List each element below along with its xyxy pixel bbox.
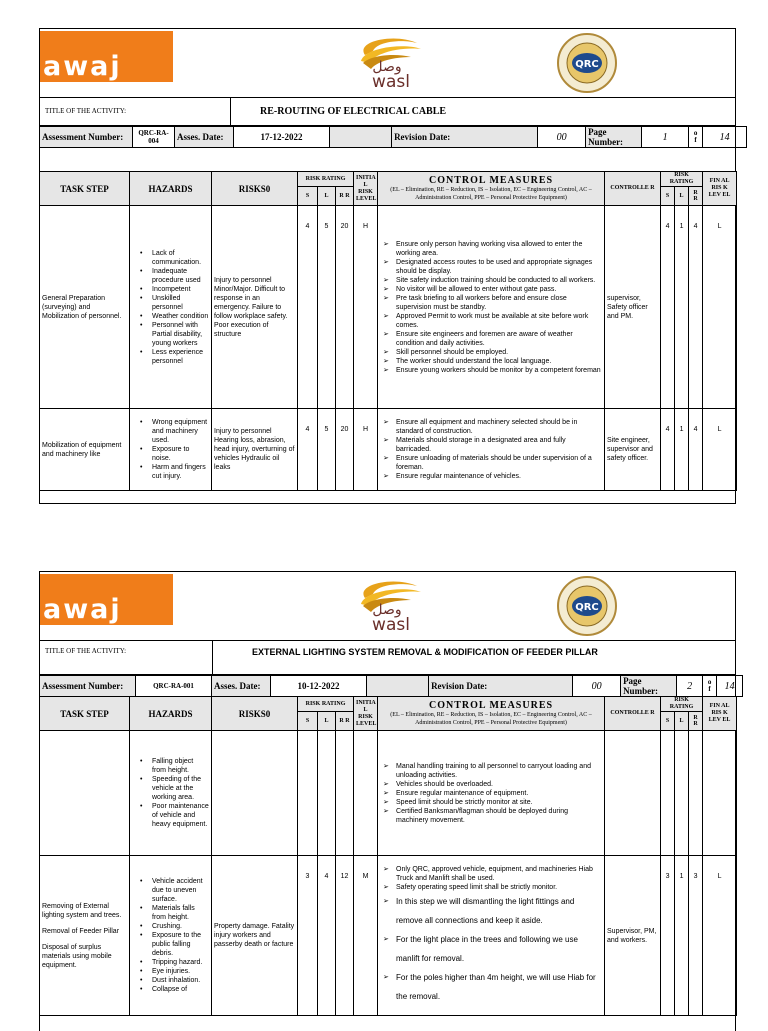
control-measure-item: ➢ For the light place in the trees and following we use manlift for removal. [396, 930, 602, 968]
task-step-header: TASK STEP [40, 172, 130, 206]
hazards-header: HAZARDS [130, 172, 212, 206]
control-measures-header: CONTROL MEASURES (EL – Elimination, RE – Reduction, IS – Isolation, EC – Engineering Control, AC – Administration Control, PPE – Personal Protective Equipment) [378, 697, 605, 731]
hazard-item: • Poor maintenance of vehicle and heavy equipment. [152, 802, 209, 829]
initial-risk-level: M [354, 856, 378, 1016]
control-measure-item: ➢ Ensure unloading of materials should be under supervision of a foreman. [396, 454, 602, 472]
control-measure-item: ➢ No visitor will be allowed to enter without gate pass. [396, 285, 602, 294]
hazard-item: • Incompetent [152, 285, 209, 294]
control-measure-item: ➢ Designated access routes to be used and appropriate signages should be display. [396, 258, 602, 276]
risks-header: RISKS0 [212, 697, 298, 731]
control-measures-cell [378, 856, 605, 1016]
task-step-line: Removing of External lighting system and trees. [42, 902, 122, 919]
controller-header: CONTROLLE R [605, 172, 661, 206]
control-measure-item: ➢ Pre task briefing to all workers before and ensure close supervision must be standby. [396, 294, 602, 312]
control-measure-item: ➢ Safety operating speed limit shall be strictly monitor. [396, 883, 602, 892]
task-step-cell: General Preparation (surveying) and Mobilization of personnel. [40, 206, 130, 409]
control-measure-item: ➢ Speed limit should be strictly monitor at site. [396, 798, 602, 807]
revision-date-value: 00 [573, 676, 621, 697]
hazard-item: • Eye injuries. [152, 967, 209, 976]
hazard-item: • Less experience personnel [152, 348, 209, 366]
risk-rating-header: RISK RATING [298, 172, 354, 187]
task-step-cell [40, 856, 130, 1016]
control-measure-item: ➢ Vehicles should be overloaded. [396, 780, 602, 789]
task-step-line: Removal of Feeder Pillar [42, 927, 120, 935]
control-measure-item: ➢ Ensure site engineers and foremen are aware of weather condition and daily activities. [396, 330, 602, 348]
task-step-line: Disposal of surplus materials using mobile equipment. [42, 943, 112, 969]
control-measure-item: ➢ Skill personnel should be employed. [396, 348, 602, 357]
hazards-cell [130, 856, 212, 1016]
of-label: o [707, 678, 712, 686]
hazard-item: • Inadequate procedure used [152, 267, 209, 285]
control-measure-item: ➢ In this step we will dismantling the light fittings and remove all connections and keep it aside. [396, 892, 602, 930]
risks-cell [212, 731, 298, 856]
control-measure-item: ➢ Certified Banksman/flagman should be deployed during machinery movement. [396, 807, 602, 825]
assessment-number-value: QRC-RA-001 [136, 676, 212, 697]
hazard-item: • Falling object from height. [152, 757, 209, 775]
control-measure-item: ➢ Site safety induction training should be conducted to all workers. [396, 276, 602, 285]
task-step-cell [40, 731, 130, 856]
page-total-value: 14 [717, 676, 743, 697]
hazard-item: • Unskilled personnel [152, 294, 209, 312]
control-measure-item: ➢ Ensure regular maintenance of equipment. [396, 789, 602, 798]
assessment-meta-table: Assessment Number: QRC-RA-004 Asses. Date: 17-12-2022 Revision Date: 00 Page Number: 1 o f 14 [39, 126, 747, 148]
page-1-risk-table: TASK STEP HAZARDS RISKS0 RISK RATING INITIA L RISK LEVEL CONTROL MEASURES (EL – Elimination, RE – Reduction, IS – Isolation, EC – Engineering Control, AC – Administration Control, PPE – Personal Protective Equipment) CONTROLLE R RISK RATING FIN AL RIS K LEV EL S L R R S L R R General Preparation (surveying) and Mobilization of personnel. • Lack of communication. • Inadequate procedure used • Incompetent • Unskilled personnel • Weather condition • Personnel with Partial disability, young workers • Less experience personnel Injury to personnel Minor/Major. Difficult to response in an emergency. Failure to follow workplace safety. Poor execution of structure 4 5 20 H ➢ Ensure only person having working visa allowed to enter the working area. ➢ Designated access routes to be used and appropriate signages should be display. ➢ Site safety induction training should be conducted to all workers. ➢ No visitor will be allowed to enter without gate pass. ➢ Pre task briefing to all workers before and ensure close supervision must be standby. ➢ Approved Permit to work must be available at site before work comes. ➢ Ensure site engineers and foremen are aware of weather condition and daily activities. ➢ Skill personnel should be employed. ➢ The worker should understand the local language. ➢ Ensure young workers should be monitor by a competent foreman supervisor, Safety officer and PM. 4 1 4 L Mobilization of equipment and machinery like • Wrong equipment and machinery used. • Exposure to noise. • Harm and fingers cut injury. Injury to personnel Hearing loss, abrasion, head injury, overturning of vehicles Hydraulic oil leaks 4 5 20 H ➢ Ensure all equipment and machinery selected should be in standard of construction. ➢ Materials should storage in a designated area and fully barricaded. ➢ Ensure unloading of materials should be under supervision of a foreman. ➢ Ensure regular maintenance of vehicles. Site engineer, supervisor and safety officer. 4 1 4 L [39, 171, 736, 491]
hazard-item: • Crushing. [152, 922, 209, 931]
activity-title-row [40, 641, 735, 675]
qrc-seal-logo [552, 575, 622, 637]
hazards-cell [130, 409, 212, 491]
hazard-item: • Tripping hazard. [152, 958, 209, 967]
control-measure-item: ➢ Ensure young workers should be monitor by a competent foreman [396, 366, 602, 375]
initial-risk-level-header: INITIA L RISK LEVEL [354, 697, 378, 731]
asses-date-label: Asses. Date: [175, 127, 234, 148]
control-measure-item: ➢ Approved Permit to work must be available at site before work comes. [396, 312, 602, 330]
revision-date-label: Revision Date: [392, 127, 538, 148]
risks-cell: Injury to personnel Minor/Major. Difficult to response in an emergency. Failure to follow workplace safety. Poor execution of structure [212, 206, 298, 409]
activity-title-row [40, 98, 735, 126]
hazards-header: HAZARDS [130, 697, 212, 731]
svg-text:وصل: وصل [372, 602, 402, 618]
risks-header: RISKS0 [212, 172, 298, 206]
asses-date-value: 17-12-2022 [234, 127, 330, 148]
hazards-cell [130, 731, 212, 856]
hazard-item: • Weather condition [152, 312, 209, 321]
hazard-item: • Speeding of the vehicle at the working area. [152, 775, 209, 802]
page-number-label: Page Number: [621, 676, 677, 697]
final-risk-level: L [703, 856, 737, 1016]
hazard-item: • Harm and fingers cut injury. [152, 463, 209, 481]
activity-title: RE-ROUTING OF ELECTRICAL CABLE [260, 106, 447, 117]
control-measure-item: ➢ Ensure all equipment and machinery selected should be in standard of construction. [396, 418, 602, 436]
page-number-label: Page Number: [586, 127, 642, 148]
risk-rating-header: RISK RATING [298, 697, 354, 712]
svg-text:wasl: wasl [372, 72, 410, 91]
task-step-header: TASK STEP [40, 697, 130, 731]
awaj-logo: awaj [40, 574, 173, 625]
task-step-cell: Mobilization of equipment and machinery like [40, 409, 130, 491]
final-risk-level-header: FIN AL RIS K LEV EL [703, 172, 737, 206]
title-label: TITLE OF THE ACTIVITY: [45, 647, 127, 655]
revision-date-value: 00 [538, 127, 586, 148]
of-label: o [693, 129, 698, 137]
asses-date-value: 10-12-2022 [271, 676, 367, 697]
revision-date-label: Revision Date: [429, 676, 573, 697]
control-measures-cell [378, 731, 605, 856]
hazard-item: • Vehicle accident due to uneven surface. [152, 877, 209, 904]
table-row: Removing of External lighting system and trees. Removal of Feeder Pillar Disposal of surplus materials using mobile equipment. • Vehicle accident due to uneven surface. • Materials falls from height. • Crushing. • Exposure to the public falling debris. • Tripping hazard. • Eye injuries. • Dust inhalation. • Collapse of Property damage. Fatality injury workers and passerby death or facture 3 4 12 M ➢ Only QRC, approved vehicle, equipment, and machineries Hiab Truck and Manlift shall be used. ➢ Safety operating speed limit shall be strictly monitor. ➢ In this step we will dismantling the light fittings and remove all connections and keep it aside. ➢ For the light place in the trees and following we use manlift for removal. ➢ For the poles higher than 4m height, we will use Hiab for the removal. Supervisor, PM, and workers. 3 1 3 L [40, 856, 737, 1016]
risks-cell: Injury to personnel Hearing loss, abrasion, head injury, overturning of vehicles Hydraulic oil leaks [212, 409, 298, 491]
controller-cell: supervisor, Safety officer and PM. [605, 206, 661, 409]
final-risk-rating-header: RISK RATING [661, 697, 703, 712]
risks-cell: Property damage. Fatality injury workers and passerby death or facture [212, 856, 298, 1016]
title-label: TITLE OF THE ACTIVITY: [45, 107, 127, 115]
control-measure-item: ➢ Ensure regular maintenance of vehicles. [396, 472, 602, 481]
table-row: Mobilization of equipment and machinery like • Wrong equipment and machinery used. • Exposure to noise. • Harm and fingers cut injury. Injury to personnel Hearing loss, abrasion, head injury, overturning of vehicles Hydraulic oil leaks 4 5 20 H ➢ Ensure all equipment and machinery selected should be in standard of construction. ➢ Materials should storage in a designated area and fully barricaded. ➢ Ensure unloading of materials should be under supervision of a foreman. ➢ Ensure regular maintenance of vehicles. Site engineer, supervisor and safety officer. 4 1 4 L [40, 409, 737, 491]
control-measures-header: CONTROL MEASURES (EL – Elimination, RE – Reduction, IS – Isolation, EC – Engineering Control, AC – Administration Control, PPE – Personal Protective Equipment) [378, 172, 605, 206]
final-risk-level-header: FIN AL RIS K LEV EL [703, 697, 737, 731]
table-row [40, 731, 737, 856]
control-measures-cell [378, 206, 605, 409]
hazard-item: • Dust inhalation. [152, 976, 209, 985]
initial-risk-level-header: INITIA L RISK LEVEL [354, 172, 378, 206]
hazard-item: • Materials falls from height. [152, 904, 209, 922]
control-measure-item: ➢ Manal handling training to all personnel to carryout loading and unloading activities. [396, 762, 602, 780]
hazard-item: • Lack of communication. [152, 249, 209, 267]
control-measures-cell [378, 409, 605, 491]
hazard-item: • Exposure to noise. [152, 445, 209, 463]
hazard-item: • Wrong equipment and machinery used. [152, 418, 209, 445]
page-header [40, 572, 735, 641]
page-number-value: 2 [677, 676, 703, 697]
initial-risk-level: H [354, 206, 378, 409]
svg-text:wasl: wasl [372, 615, 410, 634]
control-measure-item: ➢ The worker should understand the local language. [396, 357, 602, 366]
assessment-number-value: QRC-RA-004 [133, 127, 175, 148]
page-header [40, 29, 735, 98]
awaj-logo: awaj [40, 31, 173, 82]
asses-date-label: Asses. Date: [212, 676, 271, 697]
table-row: General Preparation (surveying) and Mobilization of personnel. • Lack of communication. • Inadequate procedure used • Incompetent • Unskilled personnel • Weather condition • Personnel with Partial disability, young workers • Less experience personnel Injury to personnel Minor/Major. Difficult to response in an emergency. Failure to follow workplace safety. Poor execution of structure 4 5 20 H ➢ Ensure only person having working visa allowed to enter the working area. ➢ Designated access routes to be used and appropriate signages should be display. ➢ Site safety induction training should be conducted to all workers. ➢ No visitor will be allowed to enter without gate pass. ➢ Pre task briefing to all workers before and ensure close supervision must be standby. ➢ Approved Permit to work must be available at site before work comes. ➢ Ensure site engineers and foremen are aware of weather condition and daily activities. ➢ Skill personnel should be employed. ➢ The worker should understand the local language. ➢ Ensure young workers should be monitor by a competent foreman supervisor, Safety officer and PM. 4 1 4 L [40, 206, 737, 409]
control-measure-item: ➢ Only QRC, approved vehicle, equipment, and machineries Hiab Truck and Manlift shall be used. [396, 865, 602, 883]
control-measure-item: ➢ Materials should storage in a designated area and fully barricaded. [396, 436, 602, 454]
control-measure-item: ➢ Ensure only person having working visa allowed to enter the working area. [396, 240, 602, 258]
controller-header: CONTROLLE R [605, 697, 661, 731]
final-risk-level: L [703, 206, 737, 409]
page-2-risk-table: TASK STEP HAZARDS RISKS0 RISK RATING INITIA L RISK LEVEL CONTROL MEASURES (EL – Elimination, RE – Reduction, IS – Isolation, EC – Engineering Control, AC – Administration Control, PPE – Personal Protective Equipment) CONTROLLE R RISK RATING FIN AL RIS K LEV EL S L R R S L R R • Falling object from height. • Speeding of the vehicle at the working area. • Poor maintenance of vehicle and heavy equipment. ➢ Manal handling training to all personnel to carryout loading and unloading activities. ➢ Vehicles should be overloaded. ➢ Ensure regular maintenance of equipment. ➢ Speed limit should be strictly monitor at site. ➢ Certified Banksman/flagman should be deployed during machinery movement. Removing of External lighting system and trees. Removal of Feeder Pillar Disposal of surplus materials using mobile equipment. • Vehicle accident due to uneven surface. • Materials falls from height. • Crushing. • Exposure to the public falling debris. • Tripping hazard. • Eye injuries. • Dust inhalation. • Collapse of Property damage. Fatality injury workers and passerby death or facture 3 4 12 M ➢ Only QRC, approved vehicle, equipment, and machineries Hiab Truck and Manlift shall be used. ➢ Safety operating speed limit shall be strictly monitor. ➢ In this step we will dismantling the light fittings and remove all connections and keep it aside. ➢ For the light place in the trees and following we use manlift for removal. ➢ For the poles higher than 4m height, we will use Hiab for the removal. Supervisor, PM, and workers. 3 1 3 L [39, 696, 736, 1016]
assessment-meta-table: Assessment Number: QRC-RA-001 Asses. Date: 10-12-2022 Revision Date: 00 Page Number: 2 o f 14 [39, 675, 743, 697]
hazard-item: • Personnel with Partial disability, young workers [152, 321, 209, 348]
wasl-logo [325, 576, 445, 634]
controller-cell: Supervisor, PM, and workers. [605, 856, 661, 1016]
hazards-cell [130, 206, 212, 409]
svg-text:وصل: وصل [372, 59, 402, 75]
activity-title: EXTERNAL LIGHTING SYSTEM REMOVAL & MODIFICATION OF FEEDER PILLAR [252, 647, 598, 657]
hazard-item: • Exposure to the public falling debris. [152, 931, 209, 958]
page-number-value: 1 [642, 127, 689, 148]
assessment-number-label: Assessment Number: [40, 127, 133, 148]
assessment-number-label: Assessment Number: [40, 676, 136, 697]
initial-risk-level: H [354, 409, 378, 491]
control-measure-item: ➢ For the poles higher than 4m height, we will use Hiab for the removal. [396, 968, 602, 1006]
wasl-logo [325, 33, 445, 91]
svg-text:QRC: QRC [575, 59, 599, 70]
final-risk-level: L [703, 409, 737, 491]
final-risk-rating-header: RISK RATING [661, 172, 703, 187]
controller-cell: Site engineer, supervisor and safety officer. [605, 409, 661, 491]
hazard-item: • Collapse of [152, 985, 209, 994]
qrc-seal-logo [552, 32, 622, 94]
page-total-value: 14 [703, 127, 747, 148]
svg-text:QRC: QRC [575, 602, 599, 613]
